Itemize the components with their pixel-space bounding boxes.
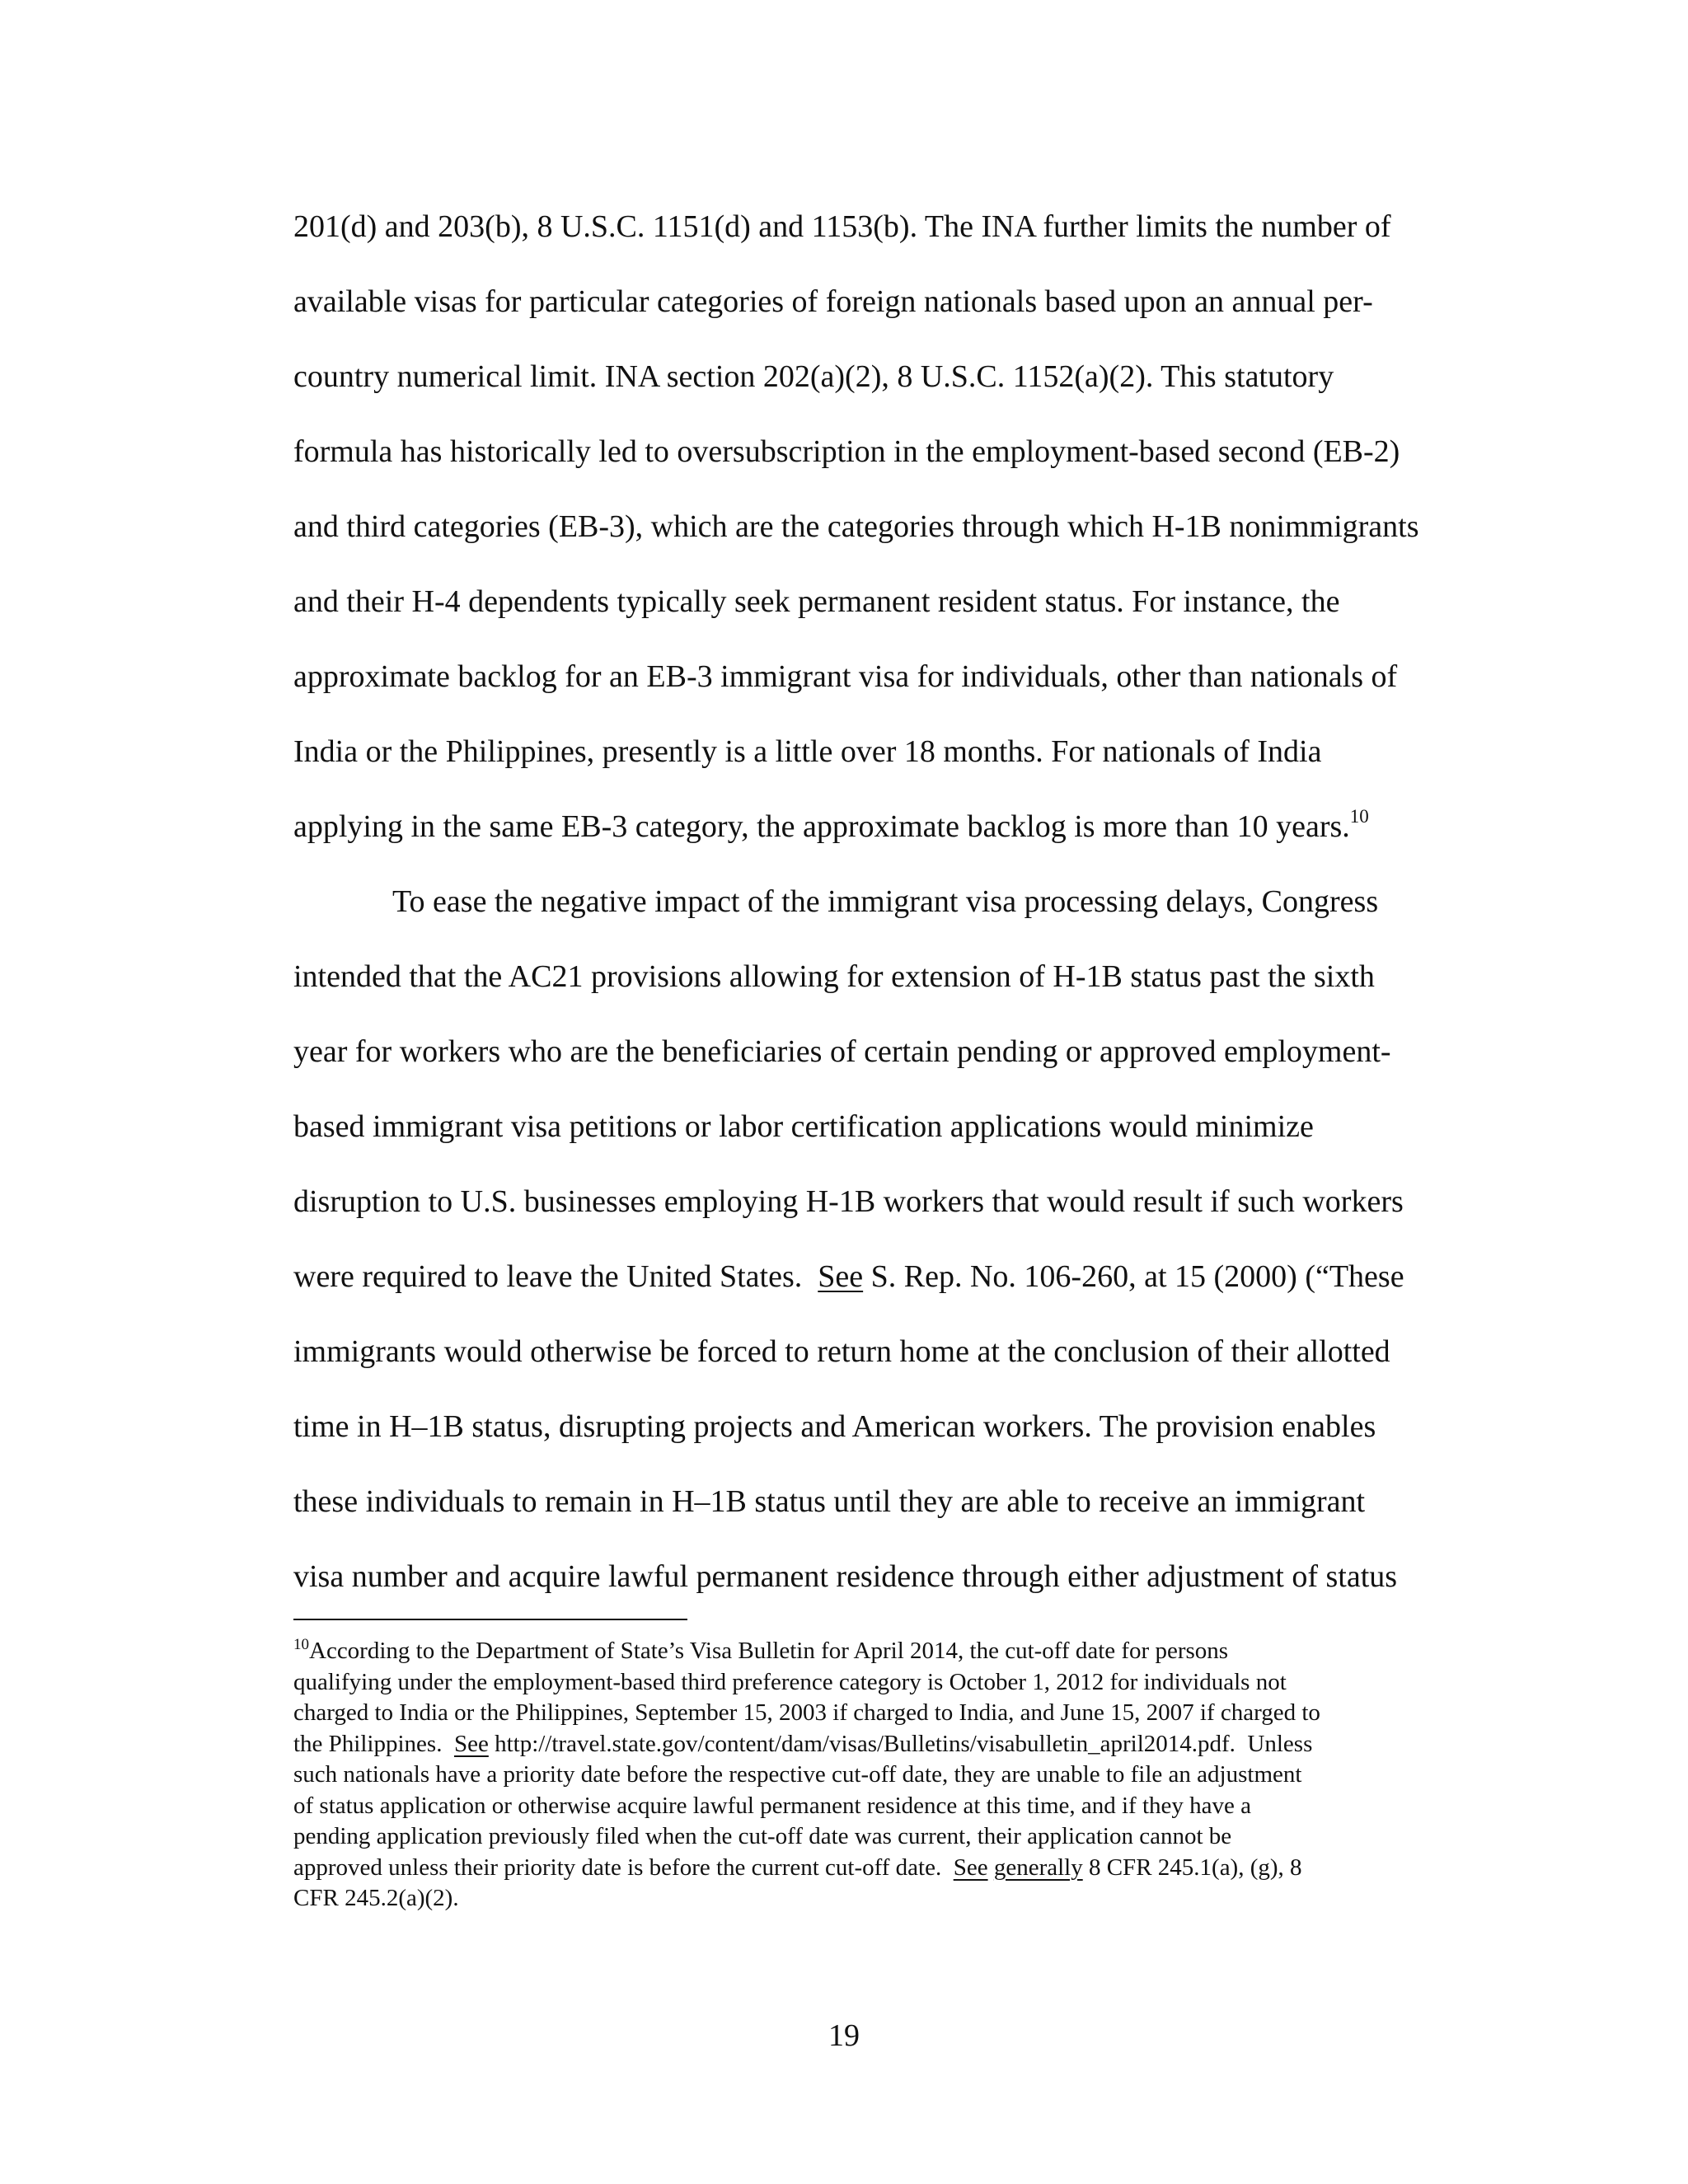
footnote-line-8 [293, 1853, 1480, 1884]
footnote-line-1-text: According to the Department of State’s Visa Bulletin for April 2014, the cut-off date for persons [309, 1638, 1229, 1664]
body-line-7: approximate backlog for an EB-3 immigrant visa for individuals, other than nationals of [293, 659, 1398, 694]
body-line-3: country numerical limit. INA section 202(a)(2), 8 U.S.C. 1152(a)(2). This statutory [293, 359, 1334, 394]
body-line-2: available visas for particular categories of foreign nationals based upon an annual per- [293, 284, 1373, 319]
footnote-line-4-text: the Philippines. [293, 1730, 454, 1757]
body-line-4: formula has historically led to oversubscription in the employment-based second (EB-2) [293, 434, 1400, 469]
citation-signal-see: See [818, 1259, 864, 1294]
body-line-18: these individuals to remain in H–1B status until they are able to receive an immigrant [293, 1484, 1366, 1519]
footnote-url-text[interactable]: http://travel.state.gov/content/dam/visas/Bulletins/visabulletin_april2014.pdf. Unless [488, 1730, 1313, 1757]
footnote-line-3: charged to India or the Philippines, September 15, 2003 if charged to India, and June 15, 2007 if charged to [293, 1699, 1320, 1726]
footnote-signal-see-2: See [953, 1854, 988, 1881]
footnote-line-2: qualifying under the employment-based third preference category is October 1, 2012 for individuals not [293, 1668, 1287, 1695]
body-line-13: based immigrant visa petitions or labor certification applications would minimize [293, 1109, 1314, 1144]
page-number: 19 [828, 2018, 860, 2053]
footnote-line-4 [293, 1729, 1480, 1760]
footnote-line-6: of status application or otherwise acquire lawful permanent residence at this time, and if they have a [293, 1792, 1251, 1819]
body-line-15-rest: S. Rep. No. 106-260, at 15 (2000) (“These [863, 1259, 1404, 1294]
body-line-15-text: were required to leave the United States. [293, 1259, 818, 1294]
footnote-reference[interactable]: 10 [1349, 806, 1369, 827]
body-line-10 [293, 865, 1472, 940]
body-line-8: India or the Philippines, presently is a little over 18 months. For nationals of India [293, 734, 1322, 769]
body-line-11: intended that the AC21 provisions allowing for extension of H-1B status past the sixth [293, 959, 1375, 994]
body-line-9-text: applying in the same EB-3 category, the approximate backlog is more than 10 years. [293, 809, 1350, 844]
footnote-line-1 [293, 1636, 1480, 1667]
footnote-signal-generally: generally [993, 1854, 1083, 1881]
footnote-line-5: such nationals have a priority date before the respective cut-off date, they are unable to file an adjustment [293, 1761, 1302, 1788]
footnote-line-7: pending application previously filed when the cut-off date was current, their application cannot be [293, 1823, 1232, 1849]
body-line-17: time in H–1B status, disrupting projects and American workers. The provision enables [293, 1409, 1376, 1444]
body-line-9 [293, 790, 1472, 865]
footnote-signal-see: See [453, 1730, 489, 1757]
footnote-separator [293, 1619, 687, 1620]
body-line-16: immigrants would otherwise be forced to return home at the conclusion of their allotted [293, 1334, 1390, 1369]
body-text [293, 190, 1472, 1615]
body-line-1: 201(d) and 203(b), 8 U.S.C. 1151(d) and 1153(b). The INA further limits the number of [293, 209, 1391, 244]
footnote-line-8-rest: 8 CFR 245.1(a), (g), 8 [1082, 1854, 1302, 1881]
footnote-number: 10 [293, 1636, 309, 1653]
body-line-10-text: To ease the negative impact of the immigrant visa processing delays, Congress [392, 884, 1379, 919]
body-line-14: disruption to U.S. businesses employing H-1B workers that would result if such workers [293, 1184, 1404, 1219]
footnote-line-8-text: approved unless their priority date is before the current cut-off date. [293, 1854, 954, 1881]
body-line-12: year for workers who are the beneficiaries of certain pending or approved employment- [293, 1034, 1391, 1069]
body-line-5: and third categories (EB-3), which are the categories through which H-1B nonimmigrants [293, 509, 1419, 544]
body-line-6: and their H-4 dependents typically seek permanent resident status. For instance, the [293, 584, 1340, 619]
body-line-19: visa number and acquire lawful permanent residence through either adjustment of status [293, 1559, 1398, 1594]
body-line-15 [293, 1240, 1472, 1315]
footnote-line-9: CFR 245.2(a)(2). [293, 1885, 459, 1911]
footnote-10 [293, 1636, 1480, 1915]
